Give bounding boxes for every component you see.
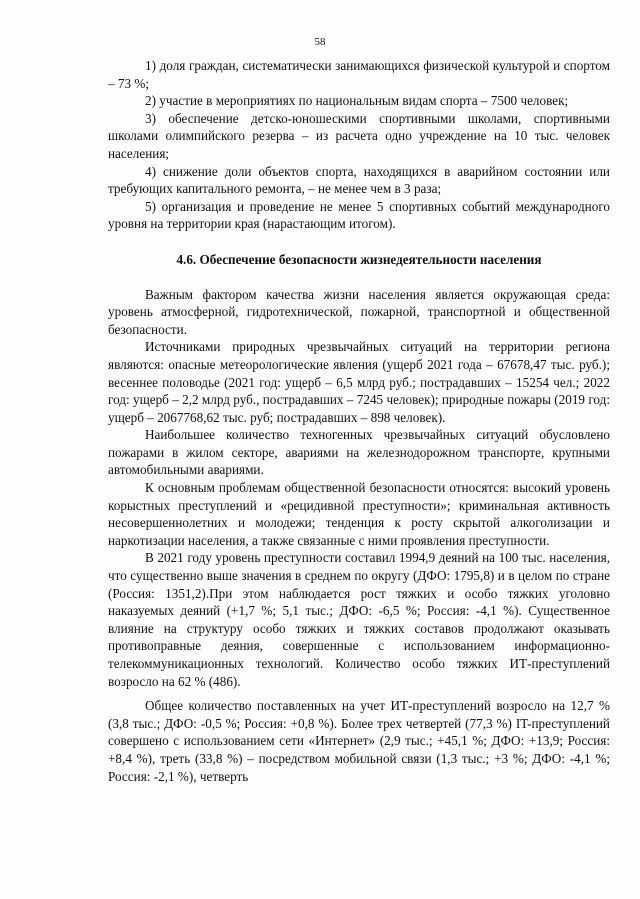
section-title: 4.6. Обеспечение безопасности жизнедеятельности населения bbox=[176, 251, 542, 267]
paragraph: Важным фактором качества жизни населения является окружающая среда: уровень атмосферной, гидротехнической, пожарной, транспортной и общественной безопасности. bbox=[108, 286, 610, 337]
paragraph: В 2021 году уровень преступности составил 1994,9 деяний на 100 тыс. населения, что существенно выше значения в среднем по округу (ДФО: 1795,8) и в целом по стране (Россия: 1351,2).При этом наблюдается рост тяжких и особо тяжких уголовно наказуемых деяний (+1,7 %; 5,1 тыс.; ДФО: -6,5 %; Россия: -4,1 %). Существенное влияние на структуру особо тяжких и тяжких составов продолжают оказывать противоправные деяния, совершенные с использованием информационно-телекоммуникационных технологий. Количество особо тяжких ИТ-преступлений возросло на 62 % (486). bbox=[108, 550, 610, 689]
list-item: 5) организация и проведение не менее 5 спортивных событий международного уровня на территории края (нарастающим итогом). bbox=[108, 198, 610, 232]
list-item: 2) участие в мероприятиях по национальным видам спорта – 7500 человек; bbox=[145, 93, 569, 109]
paragraph-gap bbox=[108, 690, 610, 697]
page-content bbox=[108, 57, 610, 785]
list-item: 1) доля граждан, систематически занимающихся физической культурой и спортом – 73 %; bbox=[108, 58, 610, 91]
list-item: 4) снижение доли объектов спорта, находящихся в аварийном состоянии или требующих капитального ремонта, – не менее чем в 3 раза; bbox=[108, 163, 610, 197]
paragraph: Общее количество поставленных на учет ИТ-преступлений возросло на 12,7 % (3,8 тыс.; ДФО: -0,5 %; Россия: +0,8 %). Более трех четвертей (77,3 %) IT-преступлений совершено с использованием сети «Интернет» (2,9 тыс.; +45,1 %; ДФО: +13,9; Россия: +8,4 %), треть (33,8 %) – посредством мобильной связи (1,3 тыс.; +3 %; ДФО: -4,1 %; Россия: -2,1 %), четверть bbox=[108, 698, 610, 784]
page-number: 58 bbox=[314, 36, 326, 48]
list-item: 3) обеспечение детско-юношескими спортивными школами, спортивными школами олимпийского резерва – из расчета одно учреждение на 10 тыс. человек населения; bbox=[108, 110, 610, 161]
paragraph: Наибольшее количество техногенных чрезвычайных ситуаций обусловлено пожарами в жилом секторе, авариями на железнодорожном транспорте, крупными автомобильными авариями. bbox=[108, 427, 610, 478]
paragraph: К основным проблемам общественной безопасности относятся: высокий уровень корыстных преступлений и «рецидивной преступности»; криминальная активность несовершеннолетних и молодежи; тенденция к росту скрытой алкоголизации и наркотизации населения, а также связанные с ними проявления преступности. bbox=[108, 480, 610, 548]
paragraph: Источниками природных чрезвычайных ситуаций на территории региона являются: опасные метеорологические явления (ущерб 2021 года – 67678,47 тыс. руб.); весеннее половодье (2021 год: ущерб – 6,5 млрд руб.; пострадавших – 15254 чел.; 2022 год: ущерб – 2,2 млрд руб., пострадавших – 7245 человек); природные пожары (2019 год: ущерб – 2067768,62 тыс. руб; пострадавших – 898 человек). bbox=[108, 339, 610, 425]
